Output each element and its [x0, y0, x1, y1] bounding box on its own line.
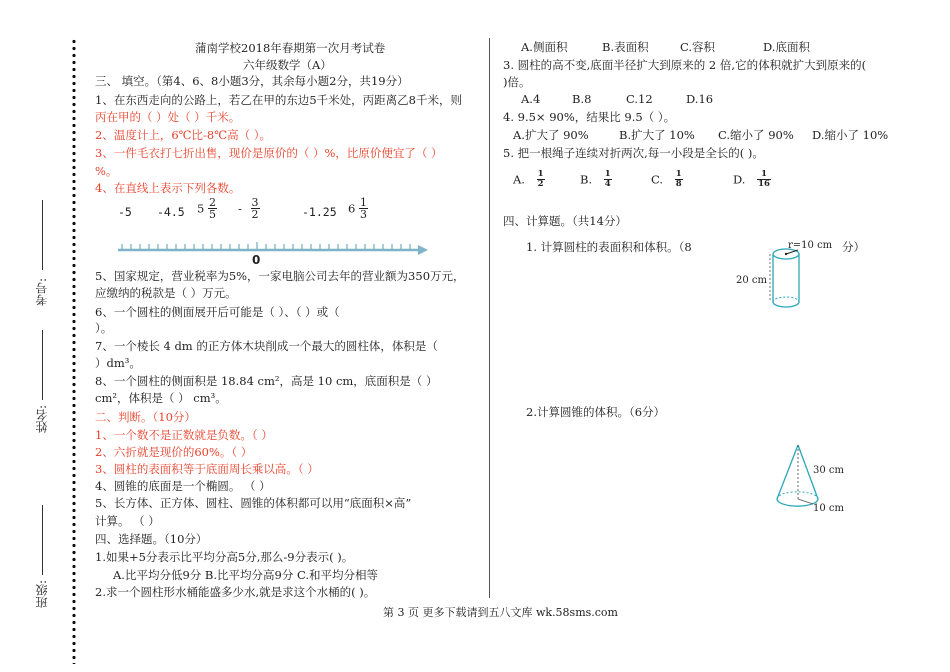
choice-q3-option-b: B.8 — [572, 92, 592, 106]
calc-heading: 四、计算题。（共14分） — [503, 214, 627, 228]
exam-subtitle: 六年级数学（A） — [243, 58, 332, 72]
choice-q1: 1.如果+5分表示比平均分高5分,那么-9分表示( )。 — [95, 550, 354, 564]
fill-q1-line1: 1、在东西走向的公路上，若乙在甲的东边5千米处，丙距离乙8千米，则 — [95, 93, 462, 107]
name-line — [42, 330, 43, 400]
fill-q3-line1: 3、一件毛衣打七折出售，现价是原价的（ ）%，比原价便宜了（ ） — [95, 146, 443, 160]
cylinder-figure — [758, 240, 818, 316]
choice-q5-option-a: A. $\frac{1}{2}$ — [513, 169, 544, 189]
calc-q1-score: 分） — [842, 240, 865, 254]
fill-q3-line2: %。 — [95, 164, 118, 178]
choice-q1-options: A.比平均分低9分 B.比平均分高9分 C.和平均分相等 — [113, 568, 379, 582]
choice-q2-option-b: B.表面积 — [602, 40, 649, 54]
judge-heading: 二、判断。（10分） — [95, 410, 196, 424]
choice-q4-option-a: A.扩大了 90% — [513, 128, 589, 142]
fill-heading: 三、 填空。（第4、6、8小题3分，其余每小题2分，共19分） — [95, 74, 409, 88]
cone-radius-label: 10 cm — [813, 503, 844, 514]
judge-q2: 2、六折就是现价的60%。（ ） — [95, 445, 253, 459]
choice-q4-option-b: B.扩大了 10% — [619, 128, 695, 142]
choice-q3-line2: )倍。 — [503, 75, 531, 89]
class-line — [42, 505, 43, 575]
number-c: 5 $\frac{2}{5}$ — [197, 196, 216, 221]
number-d: - $\frac{3}{2}$ — [238, 196, 259, 221]
choice-q2-option-d: D.底面积 — [763, 40, 810, 54]
number-line-zero: 0 — [252, 253, 261, 267]
cone-height-label: 30 cm — [813, 465, 844, 476]
choice-q2-option-c: C.容积 — [680, 40, 716, 54]
exam-number-line — [42, 200, 43, 270]
fill-q7-line1: 7、一个棱长 4 dm 的正方体木块削成一个最大的圆柱体，体积是（ — [95, 339, 438, 353]
cylinder-radius-label: r=10 cm — [788, 240, 833, 251]
choice-q2: 2.求一个圆柱形水桶能盛多少水,就是求这个水桶的( )。 — [95, 585, 376, 599]
fill-q4: 4、在直线上表示下列各数。 — [95, 181, 241, 195]
choice-q4-option-c: C.缩小了 90% — [718, 128, 794, 142]
judge-q3: 3、圆柱的表面积等于底面周长乘以高。（ ） — [95, 462, 319, 476]
choice-q5-option-d: D. $\frac{1}{16}$ — [733, 169, 770, 189]
column-divider — [489, 38, 490, 598]
choice-q3-option-d: D.16 — [686, 92, 714, 106]
choice-q4-option-d: D.缩小了 10% — [812, 128, 889, 142]
choice-q5: 5. 把一根绳子连续对折两次,每一小段是全长的( )。 — [503, 146, 764, 160]
exam-number-label: 考号: — [35, 278, 49, 307]
fill-q8-line1: 8、一个圆柱的侧面积是 18.84 cm²，高是 10 cm，底面积是（ ） — [95, 374, 438, 388]
fill-q5-line1: 5、国家规定，营业税率为5%，一家电脑公司去年的营业额为350万元， — [95, 269, 465, 283]
choice-q5-option-c: C. $\frac{1}{8}$ — [651, 169, 682, 189]
page-footer: 第 3 页 更多下载请到五八文库 wk.58sms.com — [383, 606, 618, 619]
cylinder-height-label: 20 cm — [736, 275, 767, 286]
choice-q3-option-c: C.12 — [626, 92, 653, 106]
number-b: -4.5 — [157, 205, 185, 219]
number-line — [112, 238, 432, 270]
fill-q7-line2: ）dm³。 — [95, 356, 141, 370]
judge-q5-line1: 5、长方体、正方体、圆柱、圆锥的体积都可以用“底面积×高” — [95, 496, 412, 510]
fill-q1-line2: 丙在甲的（ ）处（ ）千米。 — [95, 110, 241, 124]
fill-q2: 2、温度计上，6℃比-8℃高（ ）。 — [95, 128, 271, 142]
judge-q4: 4、圆锥的底面是一个椭圆。 （ ） — [95, 479, 271, 493]
choice-q5-option-b: B. $\frac{1}{4}$ — [580, 169, 611, 189]
fill-q6-line2: ）。 — [95, 321, 113, 335]
fill-q5-line2: 应缴纳的税款是（ ）万元。 — [95, 286, 237, 300]
calc-q2: 2.计算圆锥的体积。（6分） — [526, 405, 666, 419]
judge-q5-line2: 计算。 （ ） — [95, 514, 160, 528]
choice-heading: 四、选择题。（10分） — [95, 532, 208, 546]
number-f: 6 $\frac{1}{3}$ — [348, 196, 367, 221]
choice-q3-line1: 3. 圆柱的高不变,底面半径扩大到原来的 2 倍,它的体积就扩大到原来的( — [503, 58, 867, 72]
number-a: -5 — [118, 205, 132, 219]
judge-q1: 1、一个数不是正数就是负数。（ ） — [95, 428, 273, 442]
choice-q4: 4. 9.5× 90%，结果比 9.5（ ）。 — [503, 110, 676, 124]
calc-q1: 1. 计算圆柱的表面积和体积。（8 — [526, 240, 692, 254]
binding-dotted-line — [72, 38, 76, 664]
fill-q6-line1: 6、一个圆柱的侧面展开后可能是（ ）、（ ）或（ — [95, 305, 340, 319]
name-label: 姓名: — [35, 405, 49, 434]
choice-q2-option-a: A.侧面积 — [521, 40, 568, 54]
exam-title: 蒲南学校2018年春期第一次月考试卷 — [195, 41, 386, 55]
choice-q3-option-a: A.4 — [521, 92, 541, 106]
fill-q8-line2: cm²，体积是（ ） cm³。 — [95, 391, 227, 405]
class-label: 班级: — [35, 580, 49, 609]
number-e: -1.25 — [302, 205, 337, 219]
